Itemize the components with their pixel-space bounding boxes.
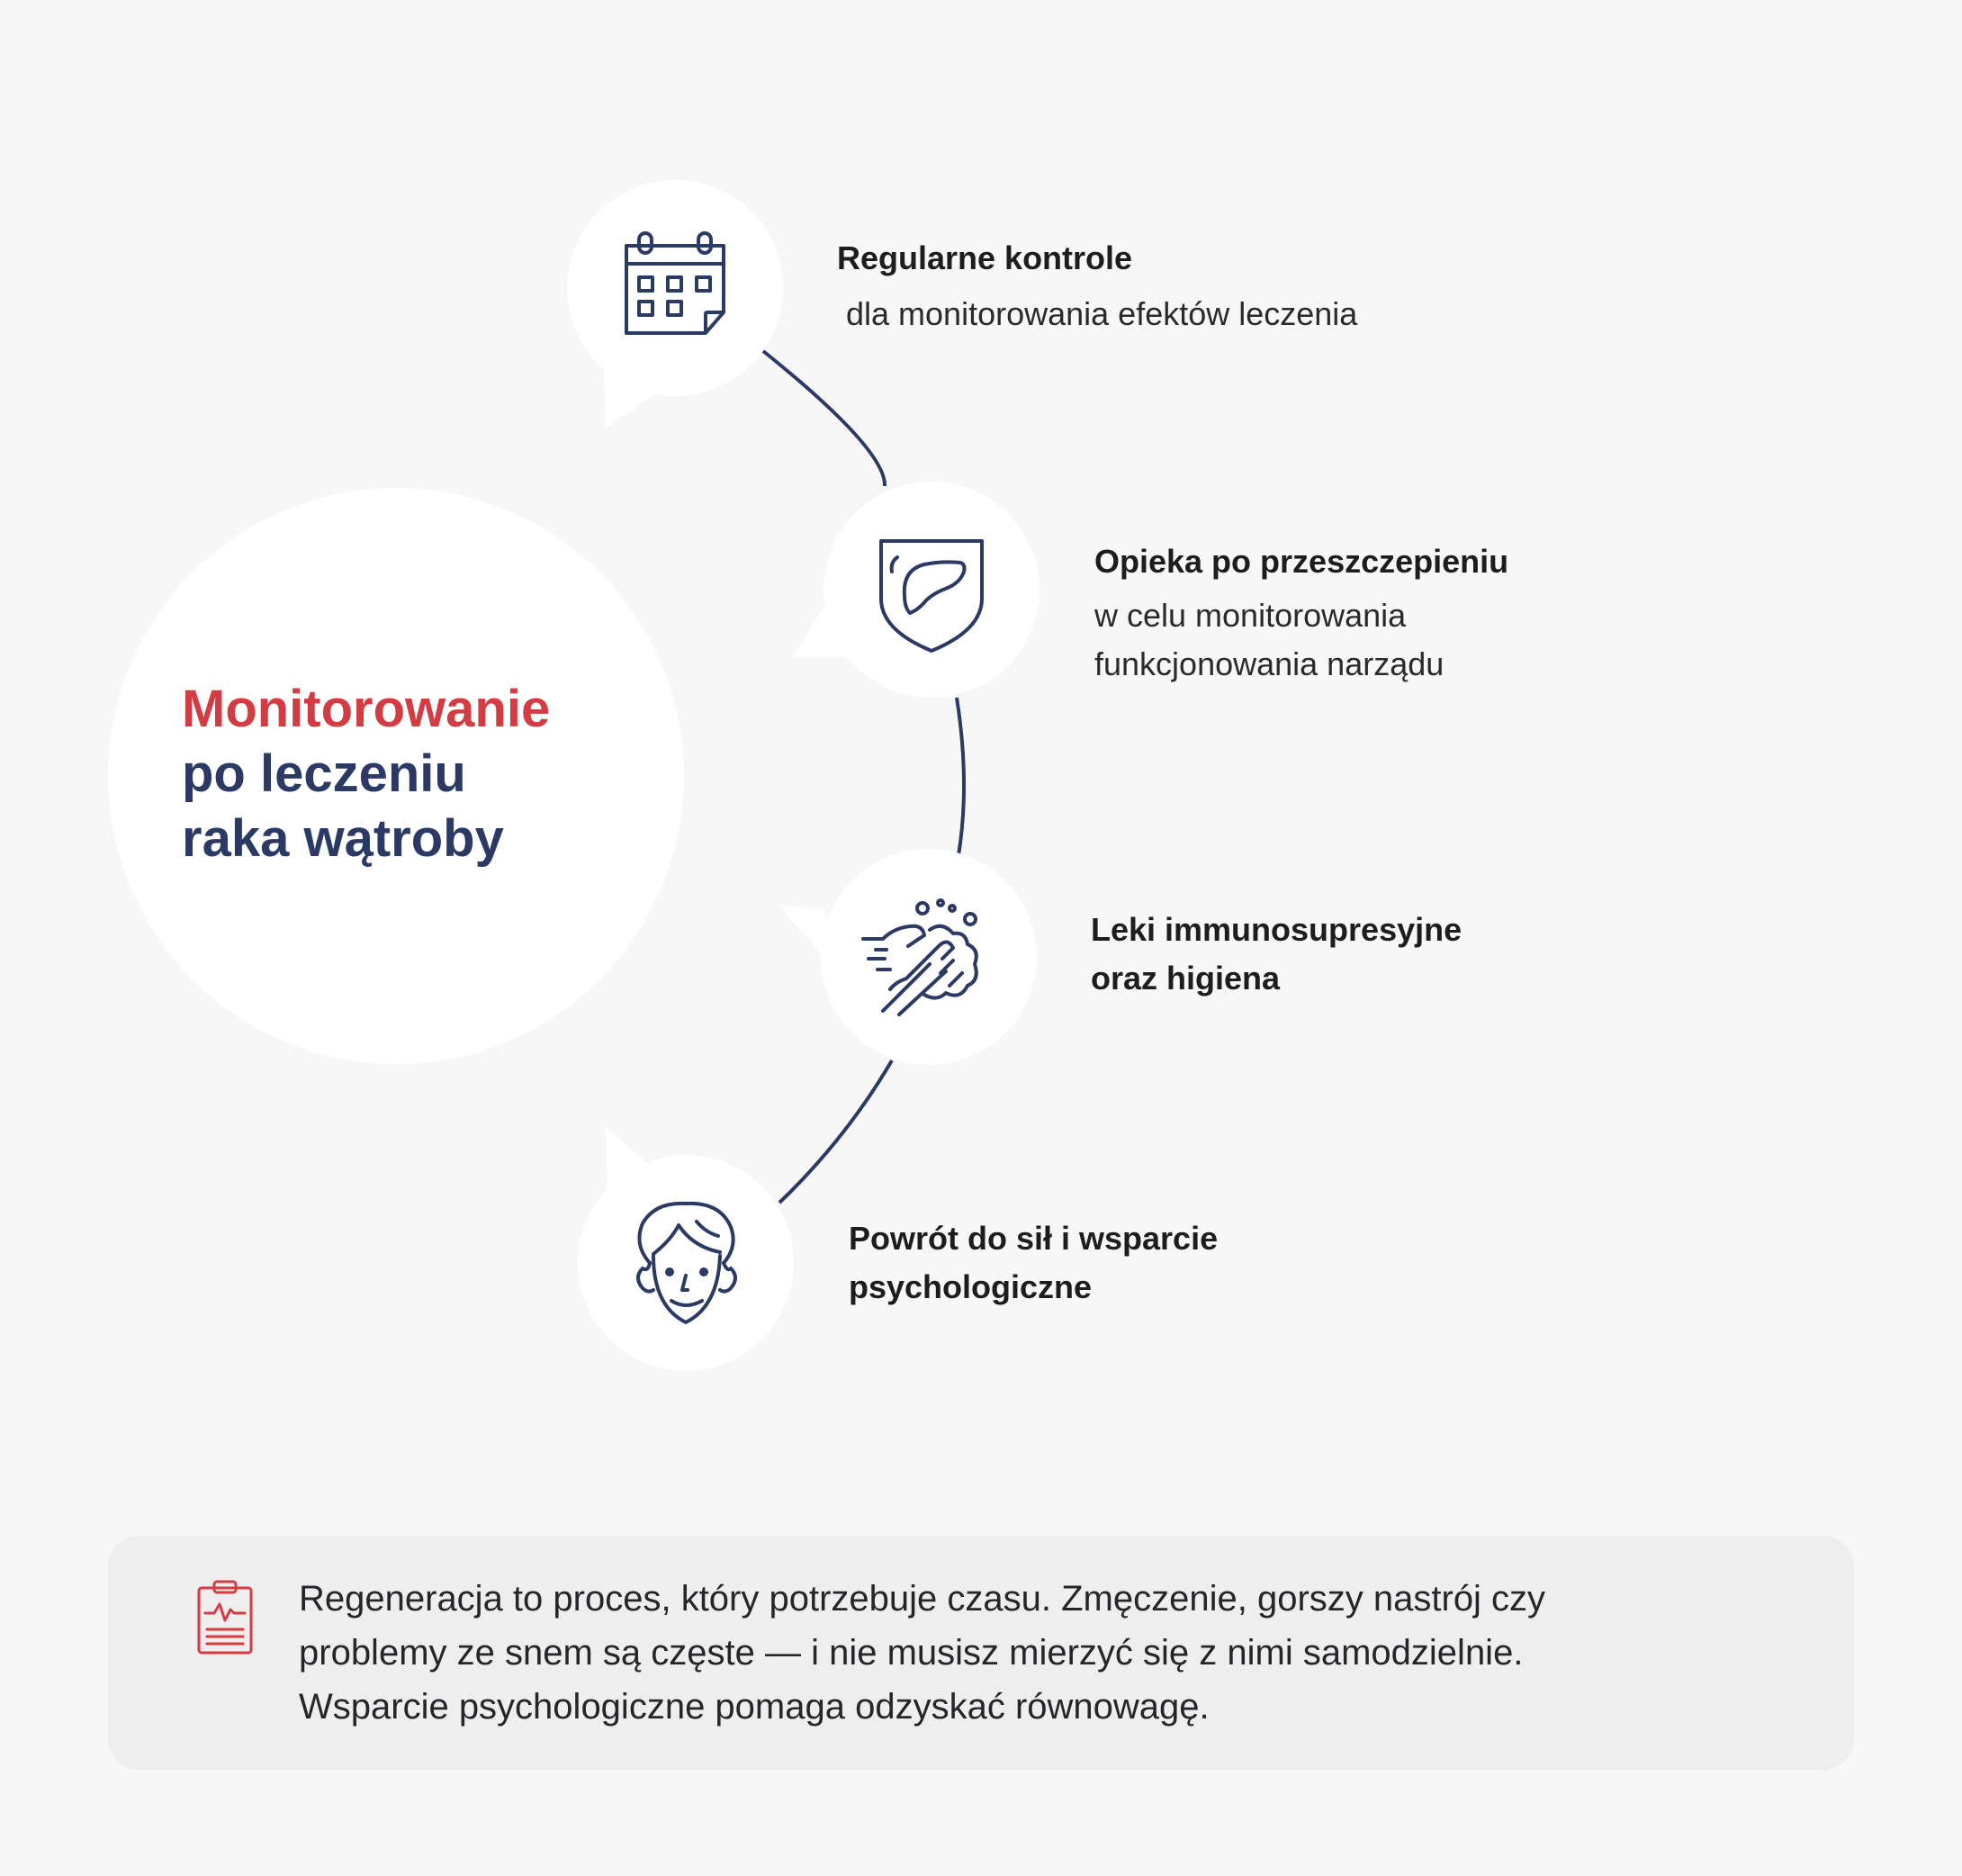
liver-shield-icon: [878, 536, 986, 653]
title-line-3: raka wątroby: [182, 809, 504, 868]
title-line-1: Monitorowanie: [182, 680, 551, 738]
step-3-title: Leki immunosupresyjne: [1091, 911, 1462, 948]
info-note: [108, 1536, 1854, 1770]
note-line-1: Regeneracja to proces, który potrzebuje czasu. Zmęczenie, gorszy nastrój czy: [299, 1579, 1546, 1619]
page-title: [182, 677, 550, 871]
step-1-line-1: dla monitorowania efektów leczenia: [846, 295, 1358, 332]
step-4-line-1: psychologiczne: [849, 1268, 1093, 1305]
note-line-3: Wsparcie psychologiczne pomaga odzyskać równowagę.: [299, 1687, 1210, 1727]
step-4-title: Powrót do sił i wsparcie: [849, 1220, 1219, 1257]
step-3-line-1: oraz higiena: [1091, 960, 1281, 997]
step-2-line-2: funkcjonowania narządu: [1094, 645, 1444, 682]
note-text: [299, 1572, 1811, 1734]
calendar-icon: [621, 230, 729, 338]
face-icon: [630, 1200, 742, 1326]
step-2-text: [1094, 537, 1508, 689]
clipboard-heartbeat-icon: [196, 1579, 254, 1659]
title-line-2: po leczeniu: [182, 744, 466, 803]
note-line-2: problemy ze snem są częste — i nie musisz mierzyć się z nimi samodzielnie.: [299, 1633, 1524, 1673]
step-4-text: [849, 1214, 1218, 1312]
step-3-text: [1091, 906, 1462, 1003]
step-2-title: Opieka po przeszczepieniu: [1094, 543, 1509, 580]
step-2-line-1: w celu monitorowania: [1094, 597, 1407, 634]
step-1-title: Regularne kontrole: [837, 239, 1133, 276]
step-1-text: [837, 234, 1357, 338]
hand-washing-icon: [860, 896, 994, 1022]
